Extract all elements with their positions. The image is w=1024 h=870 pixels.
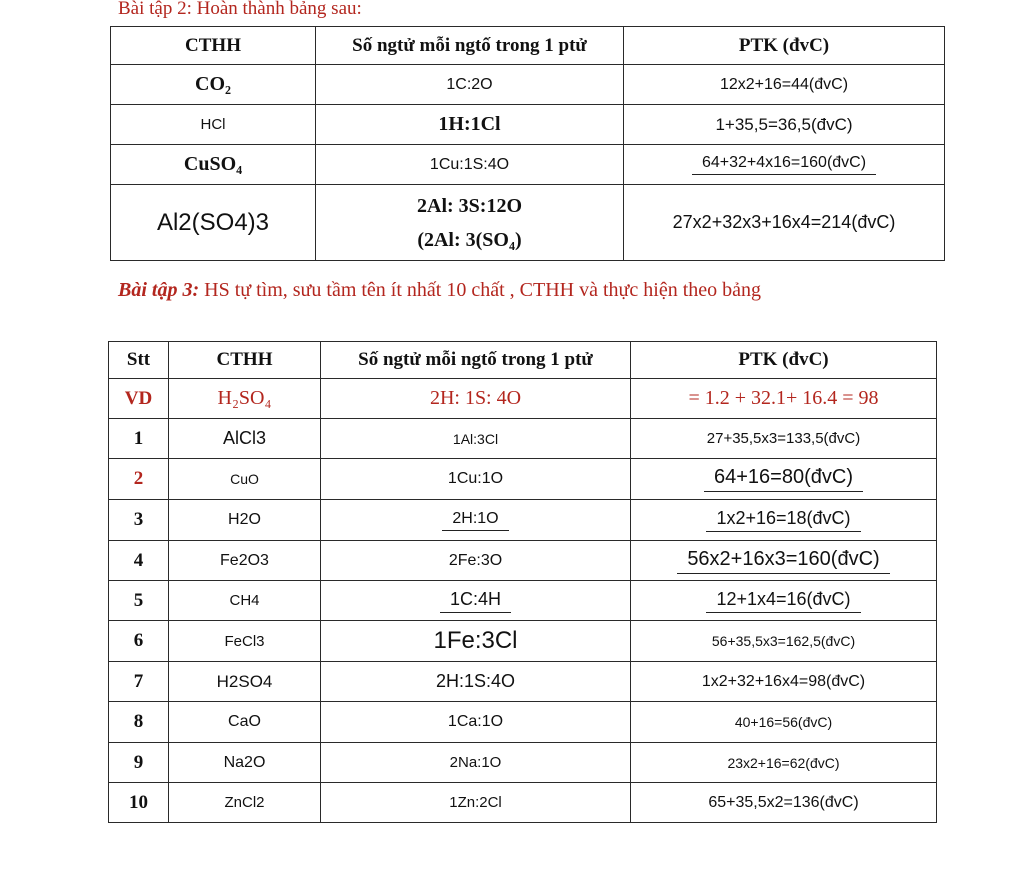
formula-cell: ZnCl2 [169, 783, 321, 823]
header-stt: Stt [109, 342, 169, 379]
header-ptk: PTK (đvC) [631, 342, 937, 379]
table-row [109, 581, 937, 621]
table-row [111, 65, 945, 105]
formula-cell: H2SO4 [169, 662, 321, 702]
atoms-cell: 2H: 1S: 4O [321, 379, 631, 419]
formula-cell: CuSO₄ [111, 145, 316, 185]
formula-cell: CH4 [169, 581, 321, 621]
header-formula: CTHH [111, 27, 316, 65]
atoms-cell: 1Al:3Cl [321, 419, 631, 459]
atoms-cell: 1C:2O [316, 65, 624, 105]
table-header-row [111, 27, 945, 65]
ptk-cell: 64+16=80(đvC) [631, 459, 937, 500]
stt-cell: 4 [109, 541, 169, 581]
stt-cell: 2 [109, 459, 169, 500]
formula-cell: Al2(SO4)3 [111, 185, 316, 261]
exercise-2-title: Bài tập 2: Hoàn thành bảng sau: [118, 0, 362, 19]
atoms-cell: 1Fe:3Cl [321, 621, 631, 662]
formula-cell: HCl [111, 105, 316, 145]
atoms-cell: 2H:1S:4O [321, 662, 631, 702]
ptk-cell: 12+1x4=16(đvC) [631, 581, 937, 621]
atoms-cell: 2Fe:3O [321, 541, 631, 581]
ptk-cell: 65+35,5x2=136(đvC) [631, 783, 937, 823]
atoms-cell: 2H:1O [321, 500, 631, 541]
table-row [111, 145, 945, 185]
ptk-cell: 1x2+32+16x4=98(đvC) [631, 662, 937, 702]
ptk-cell: 27+35,5x3=133,5(đvC) [631, 419, 937, 459]
table-row [109, 541, 937, 581]
stt-cell: 7 [109, 662, 169, 702]
ptk-cell: 56+35,5x3=162,5(đvC) [631, 621, 937, 662]
table-row [109, 459, 937, 500]
table-header-row [109, 342, 937, 379]
formula-cell: CaO [169, 702, 321, 743]
stt-cell: 6 [109, 621, 169, 662]
ptk-cell: 64+32+4x16=160(đvC) [624, 145, 945, 185]
atoms-cell: 1C:4H [321, 581, 631, 621]
table-row [109, 702, 937, 743]
ptk-cell: 1+35,5=36,5(đvC) [624, 105, 945, 145]
formula-cell: AlCl3 [169, 419, 321, 459]
table-row [109, 743, 937, 783]
ptk-cell: = 1.2 + 32.1+ 16.4 = 98 [631, 379, 937, 419]
ptk-cell: 27x2+32x3+16x4=214(đvC) [624, 185, 945, 261]
table-row [109, 621, 937, 662]
ptk-cell: 40+16=56(đvC) [631, 702, 937, 743]
ptk-cell: 12x2+16=44(đvC) [624, 65, 945, 105]
stt-cell: 9 [109, 743, 169, 783]
atoms-cell [316, 185, 624, 261]
stt-cell: 3 [109, 500, 169, 541]
exercise-3-title: Bài tập 3: HS tự tìm, sưu tầm tên ít nhất 10 chất , CTHH và thực hiện theo bảng [118, 279, 761, 301]
ptk-cell: 1x2+16=18(đvC) [631, 500, 937, 541]
atoms-line-2: (2Al: 3(SO₄) [417, 228, 522, 251]
formula-cell: FeCl3 [169, 621, 321, 662]
stt-cell: 10 [109, 783, 169, 823]
ptk-cell: 56x2+16x3=160(đvC) [631, 541, 937, 581]
stt-cell: 5 [109, 581, 169, 621]
atoms-cell: 2Na:1O [321, 743, 631, 783]
table-row [109, 662, 937, 702]
exercise-2-table [110, 26, 945, 261]
formula-cell: Fe2O3 [169, 541, 321, 581]
table-row [109, 783, 937, 823]
atoms-cell: 1Cu:1S:4O [316, 145, 624, 185]
atoms-cell: 1Zn:2Cl [321, 783, 631, 823]
formula-cell: CO₂ [111, 65, 316, 105]
formula-cell: Na2O [169, 743, 321, 783]
header-atoms: Số ngtử mỗi ngtố trong 1 ptử [316, 27, 624, 65]
formula-cell: H2O [169, 500, 321, 541]
atoms-cell: 1Cu:1O [321, 459, 631, 500]
table-row [109, 419, 937, 459]
ptk-cell: 23x2+16=62(đvC) [631, 743, 937, 783]
table-row [111, 185, 945, 261]
exercise-3-table [108, 341, 937, 823]
header-formula: CTHH [169, 342, 321, 379]
table-row [109, 500, 937, 541]
atoms-line-1: 2Al: 3S:12O [417, 194, 522, 217]
stt-cell: 8 [109, 702, 169, 743]
header-ptk: PTK (đvC) [624, 27, 945, 65]
table-row [111, 105, 945, 145]
formula-cell: CuO [169, 459, 321, 500]
header-atoms: Số ngtử mỗi ngtố trong 1 ptử [321, 342, 631, 379]
example-row [109, 379, 937, 419]
atoms-cell: 1H:1Cl [316, 105, 624, 145]
formula-cell: H₂SO₄ [169, 379, 321, 419]
stt-cell: VD [109, 379, 169, 419]
atoms-cell: 1Ca:1O [321, 702, 631, 743]
stt-cell: 1 [109, 419, 169, 459]
